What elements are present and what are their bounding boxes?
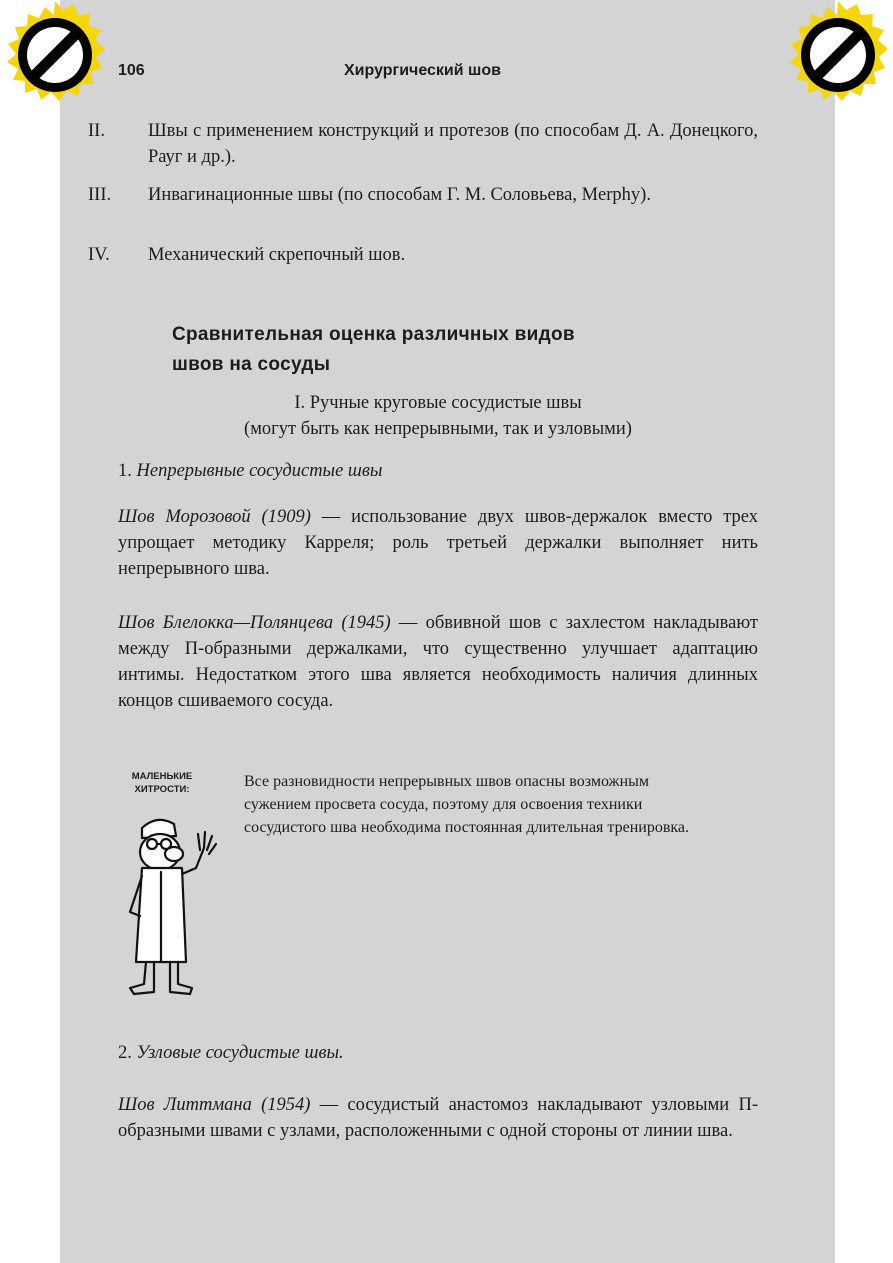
subsection-heading [118,458,758,484]
heading-line: швов на сосуды [172,354,331,375]
heading-line: Сравнительная оценка различных видов [172,324,575,345]
tip-label [112,770,212,796]
paragraph-morozova [118,504,758,582]
tip-label-line: ХИТРОСТИ: [134,784,190,795]
list-item [88,118,758,170]
tip-label-line: МАЛЕНЬКИЕ [131,771,193,782]
subsection-number: 2. [118,1043,132,1063]
list-number: II. [88,121,105,141]
subtitle-line: (могут быть как непрерывными, так и узловыми) [244,419,632,439]
subsection-title: Узловые сосудистые швы. [136,1043,344,1063]
list-item [88,242,758,268]
no-entry-icon [0,0,110,110]
paragraph-lead: Шов Морозовой (1909) [118,507,311,527]
list-text: Швы с применением конструкций и протезов (по способам Д. А. Донецкого, Рауг и др.). [148,121,758,167]
subtitle-line: I. Ручные круговые сосудистые швы [294,393,582,413]
subsection-title: Непрерывные сосудистые швы [136,461,383,481]
page-header [118,62,678,86]
list-item [88,182,758,208]
paragraph-body: — использование двух швов-держалок вместо трех упрощает методику Карреля; роль третьей держалки выполняет нить непрерывного шва. [118,507,758,579]
surgeon-cartoon-icon [112,812,222,1002]
paragraph-lead: Шов Блелокка—Полянцева (1945) [118,613,391,633]
list-number: IV. [88,245,110,265]
section-subtitle [118,390,758,442]
tip-text: Все разновидности непрерывных швов опасны возможным сужением просвета сосуда, поэтому для освоения техники сосудистого шва необходима постоянная длительная тренировка. [244,773,690,836]
list-text: Инвагинационные швы (по способам Г. М. Соловьева, Merphy). [148,185,651,205]
list-number: III. [88,185,112,205]
paragraph-lead: Шов Литтмана (1954) [118,1095,311,1115]
paragraph-body: — сосудистый анастомоз накладывают узловыми П-образными швами с узлами, расположенными с одной стороны от линии шва. [118,1095,758,1141]
list-text: Механический скрепочный шов. [148,245,406,265]
subsection-heading [118,1040,758,1066]
subsection-number: 1. [118,461,132,481]
running-title: Хирургический шов [344,62,501,79]
page-number: 106 [118,62,145,79]
no-entry-icon [783,0,893,110]
paragraph-blelokka [118,610,758,714]
page-edge [835,0,893,1263]
section-heading [172,320,692,380]
paragraph-littmann [118,1092,758,1144]
paragraph-body: — обвивной шов с захлестом накладывают между П-образными держалками, что существенно улучшает адаптацию интимы. Недостатком этого шва является необходимость наличия длинных концов сшиваемого сосуда. [118,613,758,711]
